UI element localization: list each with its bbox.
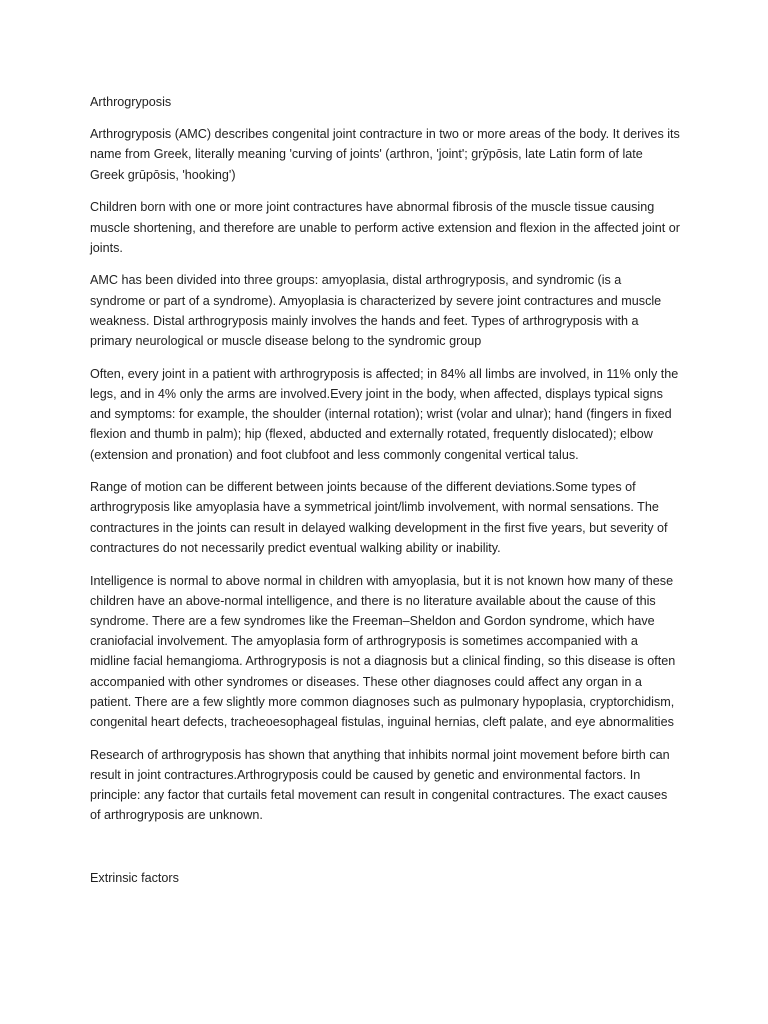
document-page (90, 92, 680, 900)
section-spacer (90, 838, 680, 868)
paragraph-groups: AMC has been divided into three groups: amyoplasia, distal arthrogryposis, and syndromic (is a syndrome or part of a syndrome). Amyoplasia is characterized by severe joint contractures and muscle weakness. Distal arthrogryposis mainly involves the hands and feet. Types of arthrogryposis with a primary neurological or muscle disease belong to the syndromic group (90, 273, 662, 349)
section-heading-extrinsic-factors: Extrinsic factors (90, 871, 179, 885)
paragraph-range-of-motion: Range of motion can be different between joints because of the different deviations.Some types of arthrogryposis like amyoplasia have a symmetrical joint/limb involvement, with normal sensations. The contractures in the joints can result in delayed walking development in the first five years, but severity of contractures do not necessarily predict eventual walking ability or inability. (90, 480, 668, 555)
document-title: Arthrogryposis (90, 95, 172, 109)
paragraph-joints: Often, every joint in a patient with arthrogryposis is affected; in 84% all limbs are involved, in 11% only the legs, and in 4% only the arms are involved.Every joint in the body, when affected, displays typical signs and symptoms: for example, the shoulder (internal rotation); wrist (volar and ulnar); hand (fingers in fixed flexion and thumb in palm); hip (flexed, abducted and externally rotated, frequently dislocated); elbow (extension and pronation) and foot clubfoot and less commonly congenital vertical talus. (90, 366, 679, 462)
paragraph-definition: Arthrogryposis (AMC) describes congenital joint contracture in two or more areas of the body. It derives its name from Greek, literally meaning 'curving of joints' (arthron, 'joint'; grȳpōsis, late Latin form of late Greek grūpōsis, 'hooking') (90, 127, 680, 182)
paragraph-intelligence: Intelligence is normal to above normal in children with amyoplasia, but it is not known how many of these children have an above-normal intelligence, and there is no literature available about the cause of this syndrome. There are a few syndromes like the Freeman–Sheldon and Gordon syndrome, which have craniofacial involvement. The amyoplasia form of arthrogryposis is sometimes accompanied with a midline facial hemangioma. Arthrogryposis is not a diagnosis but a clinical finding, so this disease is often accompanied with other syndromes or diseases. These other diagnoses could affect any organ in a patient. There are a few slightly more common diagnoses such as pulmonary hypoplasia, cryptorchidism, congenital heart defects, tracheoesophageal fistulas, inguinal hernias, cleft palate, and eye abnormalities (90, 573, 676, 729)
paragraph-fibrosis: Children born with one or more joint contractures have abnormal fibrosis of the muscle tissue causing muscle shortening, and therefore are unable to perform active extension and flexion in the affected joint or joints. (90, 200, 680, 255)
paragraph-research: Research of arthrogryposis has shown that anything that inhibits normal joint movement before birth can result in joint contractures.Arthrogryposis could be caused by genetic and environmental factors. In principle: any factor that curtails fetal movement can result in congenital contractures. The exact causes of arthrogryposis are unknown. (90, 747, 670, 823)
